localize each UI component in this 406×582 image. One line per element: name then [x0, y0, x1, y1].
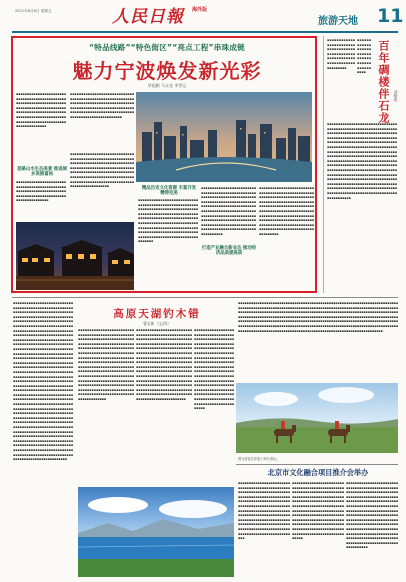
lead-body-col3: ▪▪▪▪▪▪▪▪▪▪▪▪▪▪▪▪▪▪▪▪▪▪▪▪▪▪▪▪▪▪▪▪▪▪▪▪▪▪▪▪▪▪▪▪▪▪▪▪▪▪▪▪▪▪▪▪▪▪▪▪▪▪▪▪▪▪▪▪▪▪▪▪▪▪▪▪▪▪▪▪▪▪▪▪▪▪▪▪▪▪▪▪▪▪▪▪▪▪▪▪▪▪▪▪▪▪▪▪▪▪▪▪▪▪▪▪▪▪▪▪▪▪▪▪▪▪▪▪▪▪▪▪▪▪▪▪▪▪▪▪▪▪▪▪▪▪▪▪▪▪▪▪▪▪▪▪▪▪▪▪▪▪▪▪▪▪▪▪▪▪▪▪▪▪▪▪▪▪▪▪▪▪▪▪▪▪▪▪▪▪▪▪▪▪▪▪▪▪▪▪▪▪▪▪▪▪▪▪▪▪▪▪▪▪▪▪▪▪▪▪▪▪▪▪▪▪▪▪▪▪▪▪▪▪▪▪▪▪▪▪▪▪▪▪▪▪▪▪▪▪ [138, 198, 198, 244]
lead-body-col4: ▪▪▪▪▪▪▪▪▪▪▪▪▪▪▪▪▪▪▪▪▪▪▪▪▪▪▪▪▪▪▪▪▪▪▪▪▪▪▪▪▪▪▪▪▪▪▪▪▪▪▪▪▪▪▪▪▪▪▪▪▪▪▪▪▪▪▪▪▪▪▪▪▪▪▪▪▪▪▪▪▪▪▪▪▪▪▪▪▪▪▪▪▪▪▪▪▪▪▪▪▪▪▪▪▪▪▪▪▪▪▪▪▪▪▪▪▪▪▪▪▪▪▪▪▪▪▪▪▪▪▪▪▪▪▪▪▪▪▪▪▪▪▪▪▪▪▪▪▪▪▪▪▪▪▪▪▪▪▪▪▪▪▪▪▪▪▪▪▪▪▪▪▪▪▪▪▪▪▪▪▪▪▪▪▪▪▪▪▪▪▪▪▪▪▪▪▪▪▪▪▪▪▪▪▪▪▪▪▪▪▪▪▪▪▪▪▪▪▪▪▪▪▪▪▪▪▪▪▪▪▪▪▪▪▪▪▪▪▪▪▪▪▪▪▪▪▪▪▪▪▪▪▪▪▪▪▪▪▪▪ [201, 186, 256, 236]
side-headline-text: 百年碉楼伴石龙 [377, 40, 390, 124]
bottom-body-col3: ▪▪▪▪▪▪▪▪▪▪▪▪▪▪▪▪▪▪▪▪▪▪▪▪▪▪▪▪▪▪▪▪▪▪▪▪▪▪▪▪▪▪▪▪▪▪▪▪▪▪▪▪▪▪▪▪▪▪▪▪▪▪▪▪▪▪▪▪▪▪▪▪▪▪▪▪▪▪▪▪▪▪▪▪▪▪▪▪▪▪▪▪▪▪▪▪▪▪▪▪▪▪▪▪▪▪▪▪▪▪▪▪▪▪▪▪▪▪▪▪▪▪▪▪▪▪▪▪▪▪▪▪▪▪▪▪▪▪▪▪▪▪▪▪▪▪▪▪▪▪▪▪▪▪▪▪▪▪▪▪▪▪▪▪▪▪▪▪▪▪▪▪▪▪▪▪▪▪▪▪▪▪▪▪▪▪▪▪▪▪▪▪▪▪▪▪▪▪▪▪▪▪▪▪▪▪▪▪▪▪▪▪▪▪▪▪▪▪▪▪▪▪▪▪▪▪▪▪▪▪▪▪▪▪▪▪▪▪▪▪▪▪▪▪▪▪▪▪▪▪▪▪▪▪▪▪▪▪▪▪▪▪▪▪▪▪▪▪▪▪▪▪▪▪▪▪▪▪▪▪▪▪▪▪▪▪▪▪▪▪▪▪▪▪▪▪▪▪▪▪▪▪▪▪▪▪▪▪▪▪▪▪▪▪▪▪▪▪▪▪▪▪▪▪▪▪▪▪▪▪▪▪▪▪▪▪▪▪▪▪▪▪▪▪▪▪ [346, 481, 398, 550]
side-article-author [391, 90, 399, 120]
mid-body-col2: ▪▪▪▪▪▪▪▪▪▪▪▪▪▪▪▪▪▪▪▪▪▪▪▪▪▪▪▪▪▪▪▪▪▪▪▪▪▪▪▪▪▪▪▪▪▪▪▪▪▪▪▪▪▪▪▪▪▪▪▪▪▪▪▪▪▪▪▪▪▪▪▪▪▪▪▪▪▪▪▪▪▪▪▪▪▪▪▪▪▪▪▪▪▪▪▪▪▪▪▪▪▪▪▪▪▪▪▪▪▪▪▪▪▪▪▪▪▪▪▪▪▪▪▪▪▪▪▪▪▪▪▪▪▪▪▪▪▪▪▪▪▪▪▪▪▪▪▪▪▪▪▪▪▪▪▪▪▪▪▪▪▪▪▪▪▪▪▪▪▪▪▪▪▪▪▪▪▪▪▪▪▪▪▪▪▪▪▪▪▪▪▪▪▪▪▪▪▪▪▪▪▪▪▪▪▪▪▪▪▪▪▪▪▪▪▪▪▪▪▪▪▪▪▪▪▪▪▪▪▪▪▪▪▪▪▪▪▪▪▪▪▪▪▪▪▪▪▪▪▪▪▪▪▪▪▪▪▪▪▪▪▪▪▪▪▪▪▪▪▪▪▪▪▪▪▪▪▪▪▪▪▪▪▪▪▪▪▪▪▪▪▪▪▪▪▪▪▪▪▪▪▪▪▪▪▪▪▪▪▪▪▪▪▪▪▪▪▪▪▪▪▪▪▪▪▪▪▪▪▪▪▪▪▪▪▪▪▪▪▪▪▪▪▪▪▪▪▪▪▪▪▪▪▪▪▪▪▪▪▪▪▪▪▪▪▪▪▪▪▪▪▪▪▪▪▪▪▪▪▪▪▪▪▪▪▪▪▪▪▪▪▪▪▪▪▪▪▪ [136, 328, 192, 401]
lead-byline: 华超颖 马永龙 李世运 [147, 83, 187, 88]
side-article-body-b: ▪▪▪▪▪▪▪▪▪▪▪▪▪▪▪▪▪▪▪▪▪▪▪▪▪▪▪▪▪▪▪▪▪▪▪▪▪▪▪▪▪▪▪▪▪▪ [357, 38, 371, 75]
section-divider-1 [12, 297, 398, 298]
mid-body-col3: ▪▪▪▪▪▪▪▪▪▪▪▪▪▪▪▪▪▪▪▪▪▪▪▪▪▪▪▪▪▪▪▪▪▪▪▪▪▪▪▪▪▪▪▪▪▪▪▪▪▪▪▪▪▪▪▪▪▪▪▪▪▪▪▪▪▪▪▪▪▪▪▪▪▪▪▪▪▪▪▪▪▪▪▪▪▪▪▪▪▪▪▪▪▪▪▪▪▪▪▪▪▪▪▪▪▪▪▪▪▪▪▪▪▪▪▪▪▪▪▪▪▪▪▪▪▪▪▪▪▪▪▪▪▪▪▪▪▪▪▪▪▪▪▪▪▪▪▪▪▪▪▪▪▪▪▪▪▪▪▪▪▪▪▪▪▪▪▪▪▪▪▪▪▪▪▪▪▪▪▪▪▪▪▪▪▪▪▪▪▪▪▪▪▪▪▪▪▪▪▪▪▪▪▪▪▪▪▪▪▪▪▪▪▪▪▪▪▪▪▪▪▪▪▪▪▪▪▪▪▪▪▪▪▪▪▪▪▪▪▪▪▪▪▪▪▪▪▪▪▪▪▪▪▪▪▪▪▪▪▪▪▪▪▪▪▪▪▪▪▪▪▪▪▪▪▪▪▪▪▪▪▪▪▪▪▪▪▪▪▪▪▪▪▪▪▪▪▪▪▪▪▪▪▪▪▪▪▪▪▪▪ [194, 328, 234, 411]
lead-body-col2b: ▪▪▪▪▪▪▪▪▪▪▪▪▪▪▪▪▪▪▪▪▪▪▪▪▪▪▪▪▪▪▪▪▪▪▪▪▪▪▪▪▪▪▪▪▪▪▪▪▪▪▪▪▪▪▪▪▪▪▪▪▪▪▪▪▪▪▪▪▪▪▪▪▪▪▪▪▪▪▪▪▪▪▪▪▪▪▪▪▪▪▪▪▪▪▪▪▪▪▪▪▪▪▪▪▪▪▪▪▪▪▪▪▪▪▪▪▪▪▪▪▪▪▪▪▪▪▪▪▪▪▪▪▪▪▪▪▪▪▪▪▪▪▪▪▪▪▪▪▪▪▪▪▪▪▪▪▪▪▪▪▪▪▪▪▪▪▪▪▪▪▪▪▪▪▪▪▪▪▪▪▪▪▪▪▪▪▪▪▪▪▪▪▪▪▪▪▪▪▪▪▪▪▪▪▪▪▪▪▪▪▪▪▪▪▪▪▪▪▪▪▪ [70, 152, 134, 189]
bottom-body-col1: ▪▪▪▪▪▪▪▪▪▪▪▪▪▪▪▪▪▪▪▪▪▪▪▪▪▪▪▪▪▪▪▪▪▪▪▪▪▪▪▪▪▪▪▪▪▪▪▪▪▪▪▪▪▪▪▪▪▪▪▪▪▪▪▪▪▪▪▪▪▪▪▪▪▪▪▪▪▪▪▪▪▪▪▪▪▪▪▪▪▪▪▪▪▪▪▪▪▪▪▪▪▪▪▪▪▪▪▪▪▪▪▪▪▪▪▪▪▪▪▪▪▪▪▪▪▪▪▪▪▪▪▪▪▪▪▪▪▪▪▪▪▪▪▪▪▪▪▪▪▪▪▪▪▪▪▪▪▪▪▪▪▪▪▪▪▪▪▪▪▪▪▪▪▪▪▪▪▪▪▪▪▪▪▪▪▪▪▪▪▪▪▪▪▪▪▪▪▪▪▪▪▪▪▪▪▪▪▪▪▪▪▪▪▪▪▪▪▪▪▪▪▪▪▪▪▪▪▪▪▪▪▪▪▪▪▪▪▪▪▪▪▪▪▪▪▪▪▪▪▪▪▪▪▪▪▪▪▪▪▪▪▪▪▪▪▪▪▪▪▪▪▪▪▪▪▪▪▪▪▪▪▪▪▪▪▪▪▪▪▪▪ [238, 481, 290, 541]
lead-subhead-2: 精品历史文化资源 丰富开发精得完美 [141, 186, 197, 197]
bottom-body-col2: ▪▪▪▪▪▪▪▪▪▪▪▪▪▪▪▪▪▪▪▪▪▪▪▪▪▪▪▪▪▪▪▪▪▪▪▪▪▪▪▪▪▪▪▪▪▪▪▪▪▪▪▪▪▪▪▪▪▪▪▪▪▪▪▪▪▪▪▪▪▪▪▪▪▪▪▪▪▪▪▪▪▪▪▪▪▪▪▪▪▪▪▪▪▪▪▪▪▪▪▪▪▪▪▪▪▪▪▪▪▪▪▪▪▪▪▪▪▪▪▪▪▪▪▪▪▪▪▪▪▪▪▪▪▪▪▪▪▪▪▪▪▪▪▪▪▪▪▪▪▪▪▪▪▪▪▪▪▪▪▪▪▪▪▪▪▪▪▪▪▪▪▪▪▪▪▪▪▪▪▪▪▪▪▪▪▪▪▪▪▪▪▪▪▪▪▪▪▪▪▪▪▪▪▪▪▪▪▪▪▪▪▪▪▪▪▪▪▪▪▪▪▪▪▪▪▪▪▪▪▪▪▪▪▪▪▪▪▪▪▪▪▪▪▪▪▪▪▪▪▪▪▪▪▪▪▪▪▪▪▪▪▪▪▪▪▪▪▪▪▪▪▪▪▪▪▪▪▪▪▪▪▪▪▪▪▪▪▪▪▪▪▪▪ [292, 481, 344, 541]
mid-body-col1: ▪▪▪▪▪▪▪▪▪▪▪▪▪▪▪▪▪▪▪▪▪▪▪▪▪▪▪▪▪▪▪▪▪▪▪▪▪▪▪▪▪▪▪▪▪▪▪▪▪▪▪▪▪▪▪▪▪▪▪▪▪▪▪▪▪▪▪▪▪▪▪▪▪▪▪▪▪▪▪▪▪▪▪▪▪▪▪▪▪▪▪▪▪▪▪▪▪▪▪▪▪▪▪▪▪▪▪▪▪▪▪▪▪▪▪▪▪▪▪▪▪▪▪▪▪▪▪▪▪▪▪▪▪▪▪▪▪▪▪▪▪▪▪▪▪▪▪▪▪▪▪▪▪▪▪▪▪▪▪▪▪▪▪▪▪▪▪▪▪▪▪▪▪▪▪▪▪▪▪▪▪▪▪▪▪▪▪▪▪▪▪▪▪▪▪▪▪▪▪▪▪▪▪▪▪▪▪▪▪▪▪▪▪▪▪▪▪▪▪▪▪▪▪▪▪▪▪▪▪▪▪▪▪▪▪▪▪▪▪▪▪▪▪▪▪▪▪▪▪▪▪▪▪▪▪▪▪▪▪▪▪▪▪▪▪▪▪▪▪▪▪▪▪▪▪▪▪▪▪▪▪▪▪▪▪▪▪▪▪▪▪▪▪▪▪▪▪▪▪▪▪▪▪▪▪▪▪▪▪▪▪▪▪▪▪▪▪▪▪▪▪▪▪▪▪▪▪▪▪▪▪▪▪▪▪▪▪▪▪▪▪▪▪▪▪▪▪▪▪▪▪▪▪▪▪▪▪▪▪▪▪▪▪▪▪▪▪▪▪▪▪▪▪▪▪▪▪▪▪▪▪▪▪▪▪▪▪▪ [78, 328, 134, 401]
newspaper-logo [112, 2, 190, 26]
masthead [0, 0, 406, 34]
mid-right-body: ▪▪▪▪▪▪▪▪▪▪▪▪▪▪▪▪▪▪▪▪▪▪▪▪▪▪▪▪▪▪▪▪▪▪▪▪▪▪▪▪▪▪▪▪▪▪▪▪▪▪▪▪▪▪▪▪▪▪▪▪▪▪▪▪▪▪▪▪▪▪▪▪▪▪▪▪▪▪▪▪▪▪▪▪▪▪▪▪▪▪▪▪▪▪▪▪▪▪▪▪▪▪▪▪▪▪▪▪▪▪▪▪▪▪▪▪▪▪▪▪▪▪▪▪▪▪▪▪▪▪▪▪▪▪▪▪▪▪▪▪▪▪▪▪▪▪▪▪▪▪▪▪▪▪▪▪▪▪▪▪▪▪▪▪▪▪▪▪▪▪▪▪▪▪▪▪▪▪▪▪▪▪▪▪▪▪▪▪▪▪▪▪▪▪▪▪▪▪▪▪▪▪▪▪▪▪▪▪▪▪▪▪▪▪▪▪▪▪▪▪▪▪▪▪▪▪▪▪▪▪▪▪▪▪▪▪▪▪▪▪▪▪▪▪▪▪▪▪▪▪▪▪▪▪▪▪▪▪▪▪▪▪▪▪▪▪▪▪▪▪▪▪▪▪▪▪▪▪▪▪▪▪▪▪▪▪▪▪▪▪▪▪▪▪▪▪▪▪▪▪▪▪▪▪▪▪▪▪▪▪▪▪▪▪▪▪▪▪▪▪▪▪▪▪▪▪▪▪▪▪▪▪▪▪▪▪▪▪▪▪▪▪▪▪▪▪▪▪▪▪▪▪▪▪▪▪▪▪▪▪▪▪▪▪▪▪▪▪▪▪▪▪▪▪▪▪▪▪▪▪▪▪▪▪▪▪▪▪▪▪▪▪▪▪▪▪▪▪▪▪▪▪▪▪▪▪▪▪▪▪▪▪▪▪▪▪▪▪▪▪▪▪▪▪▪▪▪▪▪▪▪▪▪▪▪▪▪▪▪▪▪▪▪▪▪▪▪▪▪▪▪▪▪▪▪▪▪▪▪▪▪▪▪▪▪▪▪▪▪▪▪▪▪▪▪▪▪▪▪▪▪▪▪▪▪▪▪▪▪▪▪▪▪▪▪▪▪▪▪▪▪▪▪▪▪▪▪▪▪▪▪ [238, 301, 398, 333]
photo-highland-lake [78, 487, 234, 577]
mid-article-author: 曹志新（文/图） [143, 321, 171, 326]
lead-headline: 魅力宁波焕发新光彩 [72, 59, 262, 83]
lead-subhead-1: 思路山水生态美景 推进城乡美丽富裕 [17, 167, 67, 178]
lead-body-col2: ▪▪▪▪▪▪▪▪▪▪▪▪▪▪▪▪▪▪▪▪▪▪▪▪▪▪▪▪▪▪▪▪▪▪▪▪▪▪▪▪▪▪▪▪▪▪▪▪▪▪▪▪▪▪▪▪▪▪▪▪▪▪▪▪▪▪▪▪▪▪▪▪▪▪▪▪▪▪▪▪▪▪▪▪▪▪▪▪▪▪▪▪▪▪▪▪▪▪▪▪▪▪▪▪▪▪▪▪▪▪▪▪▪▪▪▪▪▪▪▪▪▪▪▪▪▪▪▪▪▪▪▪▪▪▪▪▪▪▪▪▪▪▪▪▪▪▪▪▪▪▪▪▪▪▪▪▪▪▪▪▪▪▪▪▪▪▪▪▪ [70, 92, 134, 119]
lead-body-col1b: ▪▪▪▪▪▪▪▪▪▪▪▪▪▪▪▪▪▪▪▪▪▪▪▪▪▪▪▪▪▪▪▪▪▪▪▪▪▪▪▪▪▪▪▪▪▪▪▪▪▪▪▪▪▪▪▪▪▪▪▪▪▪▪▪▪▪▪▪▪▪▪▪▪▪▪▪▪▪▪▪▪▪▪▪▪▪▪▪▪▪▪▪▪▪▪▪▪▪▪▪▪▪▪▪▪▪▪ [16, 180, 66, 203]
photo-city-skyline [136, 92, 312, 182]
page-number: 11 [377, 5, 404, 27]
lead-kicker: “特品线路”“特色街区”“亮点工程”串珠成链 [89, 43, 245, 52]
edition-label: 海外版 [192, 7, 208, 13]
section-title: 旅游天地 [318, 16, 358, 27]
mid-article-headline: 高原天湖钓木错 [113, 308, 201, 320]
masthead-rule [12, 31, 398, 33]
photo-night-street [16, 222, 134, 290]
section-divider-2 [236, 464, 398, 465]
lead-subhead-3: 打造产业融合新业态 推动经济品质提高质 [201, 246, 257, 257]
issue-date: 2021年8月6日 星期五 [15, 9, 52, 13]
lead-body-col1: ▪▪▪▪▪▪▪▪▪▪▪▪▪▪▪▪▪▪▪▪▪▪▪▪▪▪▪▪▪▪▪▪▪▪▪▪▪▪▪▪▪▪▪▪▪▪▪▪▪▪▪▪▪▪▪▪▪▪▪▪▪▪▪▪▪▪▪▪▪▪▪▪▪▪▪▪▪▪▪▪▪▪▪▪▪▪▪▪▪▪▪▪▪▪▪▪▪▪▪▪▪▪▪▪▪▪▪▪▪▪▪▪▪▪▪▪▪▪▪▪▪▪▪▪▪▪▪▪▪▪▪▪▪▪▪▪▪▪▪▪▪▪▪▪▪▪▪▪▪▪▪▪▪▪▪▪▪▪▪▪▪▪▪▪▪▪▪▪▪▪▪▪▪▪▪ [16, 92, 66, 129]
lead-body-col5: ▪▪▪▪▪▪▪▪▪▪▪▪▪▪▪▪▪▪▪▪▪▪▪▪▪▪▪▪▪▪▪▪▪▪▪▪▪▪▪▪▪▪▪▪▪▪▪▪▪▪▪▪▪▪▪▪▪▪▪▪▪▪▪▪▪▪▪▪▪▪▪▪▪▪▪▪▪▪▪▪▪▪▪▪▪▪▪▪▪▪▪▪▪▪▪▪▪▪▪▪▪▪▪▪▪▪▪▪▪▪▪▪▪▪▪▪▪▪▪▪▪▪▪▪▪▪▪▪▪▪▪▪▪▪▪▪▪▪▪▪▪▪▪▪▪▪▪▪▪▪▪▪▪▪▪▪▪▪▪▪▪▪▪▪▪▪▪▪▪▪▪▪▪▪▪▪▪▪▪▪▪▪▪▪▪▪▪▪▪▪▪▪▪▪▪▪▪▪▪▪▪▪▪▪▪▪▪▪▪▪▪▪▪▪▪▪▪▪▪▪▪▪▪▪▪▪▪▪▪▪▪▪▪▪▪▪▪▪▪▪▪▪▪▪▪▪▪▪▪▪▪▪▪▪▪▪▪▪▪ [259, 186, 314, 236]
photo-horse-riding [236, 383, 398, 453]
night-street-illustration [16, 222, 134, 290]
lake-illustration [78, 487, 234, 577]
logo-text: 人民日報 [112, 7, 184, 27]
mid-left-body: ▪▪▪▪▪▪▪▪▪▪▪▪▪▪▪▪▪▪▪▪▪▪▪▪▪▪▪▪▪▪▪▪▪▪▪▪▪▪▪▪▪▪▪▪▪▪▪▪▪▪▪▪▪▪▪▪▪▪▪▪▪▪▪▪▪▪▪▪▪▪▪▪▪▪▪▪▪▪▪▪▪▪▪▪▪▪▪▪▪▪▪▪▪▪▪▪▪▪▪▪▪▪▪▪▪▪▪▪▪▪▪▪▪▪▪▪▪▪▪▪▪▪▪▪▪▪▪▪▪▪▪▪▪▪▪▪▪▪▪▪▪▪▪▪▪▪▪▪▪▪▪▪▪▪▪▪▪▪▪▪▪▪▪▪▪▪▪▪▪▪▪▪▪▪▪▪▪▪▪▪▪▪▪▪▪▪▪▪▪▪▪▪▪▪▪▪▪▪▪▪▪▪▪▪▪▪▪▪▪▪▪▪▪▪▪▪▪▪▪▪▪▪▪▪▪▪▪▪▪▪▪▪▪▪▪▪▪▪▪▪▪▪▪▪▪▪▪▪▪▪▪▪▪▪▪▪▪▪▪▪▪▪▪▪▪▪▪▪▪▪▪▪▪▪▪▪▪▪▪▪▪▪▪▪▪▪▪▪▪▪▪▪▪▪▪▪▪▪▪▪▪▪▪▪▪▪▪▪▪▪▪▪▪▪▪▪▪▪▪▪▪▪▪▪▪▪▪▪▪▪▪▪▪▪▪▪▪▪▪▪▪▪▪▪▪▪▪▪▪▪▪▪▪▪▪▪▪▪▪▪▪▪▪▪▪▪▪▪▪▪▪▪▪▪▪▪▪▪▪▪▪▪▪▪▪▪▪▪▪▪▪▪▪▪▪▪▪▪▪▪▪▪▪▪▪▪▪▪▪▪▪▪▪▪▪▪▪▪▪▪▪▪▪▪▪▪▪▪▪▪▪▪▪▪▪▪▪▪▪▪▪▪▪▪▪▪▪▪▪▪▪▪▪▪▪▪▪▪▪▪▪▪▪▪▪▪▪▪▪▪▪▪▪▪▪▪▪▪▪▪▪▪▪▪▪▪▪▪▪▪▪▪▪▪▪▪▪▪▪▪▪▪▪▪▪▪▪▪▪▪▪▪▪▪▪▪▪▪▪▪▪▪▪▪▪▪▪▪▪▪▪▪▪▪▪▪▪▪▪▪▪▪▪▪▪▪▪▪▪▪▪▪▪▪▪▪▪▪▪▪▪▪▪▪▪▪▪▪▪▪▪▪▪▪▪▪▪▪▪▪▪▪▪▪▪▪▪▪▪▪▪▪▪▪▪▪▪▪▪▪▪▪▪▪▪▪▪▪▪▪▪▪▪▪▪▪▪▪▪▪▪▪▪▪▪▪▪▪▪▪▪▪▪▪▪▪▪▪▪▪▪▪▪▪▪▪▪▪▪▪▪▪▪▪▪▪▪▪▪▪▪▪▪▪▪▪▪▪▪▪▪▪▪▪▪▪▪▪▪▪▪▪▪▪▪▪▪▪▪▪▪▪▪▪▪▪▪▪▪▪▪▪▪▪▪▪▪▪▪▪▪▪▪▪▪▪▪▪▪▪▪▪▪▪▪▪▪▪▪▪▪▪▪▪▪▪▪▪▪▪▪▪▪▪▪▪▪▪▪▪▪▪▪▪▪▪▪▪▪▪▪▪▪▪▪▪▪▪▪▪▪▪▪▪▪▪▪▪▪▪▪▪▪▪▪▪▪▪▪▪▪▪▪▪▪▪▪▪▪▪▪▪▪▪▪▪▪▪▪▪▪▪▪▪▪▪▪▪▪▪▪▪▪▪▪▪▪▪▪▪▪▪▪▪▪▪▪▪▪▪▪▪▪▪▪▪▪▪▪▪▪▪▪▪▪▪▪▪▪▪▪▪▪▪▪▪▪▪▪▪▪▪▪▪▪▪▪▪▪▪▪▪▪▪▪▪▪▪▪▪▪▪▪▪▪▪▪▪▪▪▪▪▪▪▪▪▪▪▪▪▪▪▪▪▪▪▪▪▪▪▪▪▪▪▪▪▪▪▪▪▪▪▪▪▪▪▪▪▪▪▪▪▪ [13, 301, 73, 462]
side-article-body-a: ▪▪▪▪▪▪▪▪▪▪▪▪▪▪▪▪▪▪▪▪▪▪▪▪▪▪▪▪▪▪▪▪▪▪▪▪▪▪▪▪▪▪▪▪▪▪▪▪▪▪▪▪▪▪▪▪▪▪▪▪▪▪▪▪▪▪▪▪▪▪▪▪▪▪▪▪▪▪▪▪▪ [327, 38, 355, 70]
skyline-illustration [136, 92, 312, 182]
side-author-text: 刘晓燕 [394, 90, 399, 102]
side-article-body-c: ▪▪▪▪▪▪▪▪▪▪▪▪▪▪▪▪▪▪▪▪▪▪▪▪▪▪▪▪▪▪▪▪▪▪▪▪▪▪▪▪▪▪▪▪▪▪▪▪▪▪▪▪▪▪▪▪▪▪▪▪▪▪▪▪▪▪▪▪▪▪▪▪▪▪▪▪▪▪▪▪▪▪▪▪▪▪▪▪▪▪▪▪▪▪▪▪▪▪▪▪▪▪▪▪▪▪▪▪▪▪▪▪▪▪▪▪▪▪▪▪▪▪▪▪▪▪▪▪▪▪▪▪▪▪▪▪▪▪▪▪▪▪▪▪▪▪▪▪▪▪▪▪▪▪▪▪▪▪▪▪▪▪▪▪▪▪▪▪▪▪▪▪▪▪▪▪▪▪▪▪▪▪▪▪▪▪▪▪▪▪▪▪▪▪▪▪▪▪▪▪▪▪▪▪▪▪▪▪▪▪▪▪▪▪▪▪▪▪▪▪▪▪▪▪▪▪▪▪▪▪▪▪▪▪▪▪▪▪▪▪▪▪▪▪▪▪▪▪▪▪▪▪▪▪▪▪▪▪▪▪▪▪▪▪▪▪▪▪▪▪▪▪▪▪▪▪▪▪▪▪▪▪▪▪▪▪▪▪▪▪▪▪▪▪▪▪▪▪▪▪▪▪▪▪▪▪▪▪▪▪▪▪▪▪▪▪▪▪▪▪▪▪▪▪▪▪▪▪▪▪▪▪▪▪▪▪▪▪▪▪▪▪▪▪▪▪▪▪▪▪▪▪▪▪▪▪▪▪▪▪▪▪▪▪▪▪▪▪▪▪▪▪▪▪▪▪▪▪▪▪▪▪▪▪▪▪▪▪▪▪▪▪▪▪▪▪▪▪▪▪▪▪▪▪▪▪▪▪▪▪▪▪▪▪▪▪▪▪▪▪▪▪▪▪▪▪▪▪▪▪▪▪▪▪▪▪▪▪▪▪▪▪▪▪▪▪▪▪▪▪▪▪▪▪▪▪▪▪▪▪▪▪▪▪▪▪▪▪▪▪▪▪▪▪▪▪▪▪▪▪▪▪▪▪▪▪▪▪▪▪▪▪▪▪▪▪▪▪▪▪▪▪▪▪▪▪▪▪▪▪▪▪▪▪▪▪▪▪▪▪▪▪▪ [327, 122, 397, 200]
photo-caption: 图为游客在草原上骑马游玩。 [238, 457, 280, 461]
horse-riding-illustration [236, 383, 398, 453]
bottom-article-headline: 北京市文化融合项目推介会举办 [267, 468, 369, 477]
side-article-headline [375, 40, 391, 130]
right-column-divider [323, 36, 324, 293]
